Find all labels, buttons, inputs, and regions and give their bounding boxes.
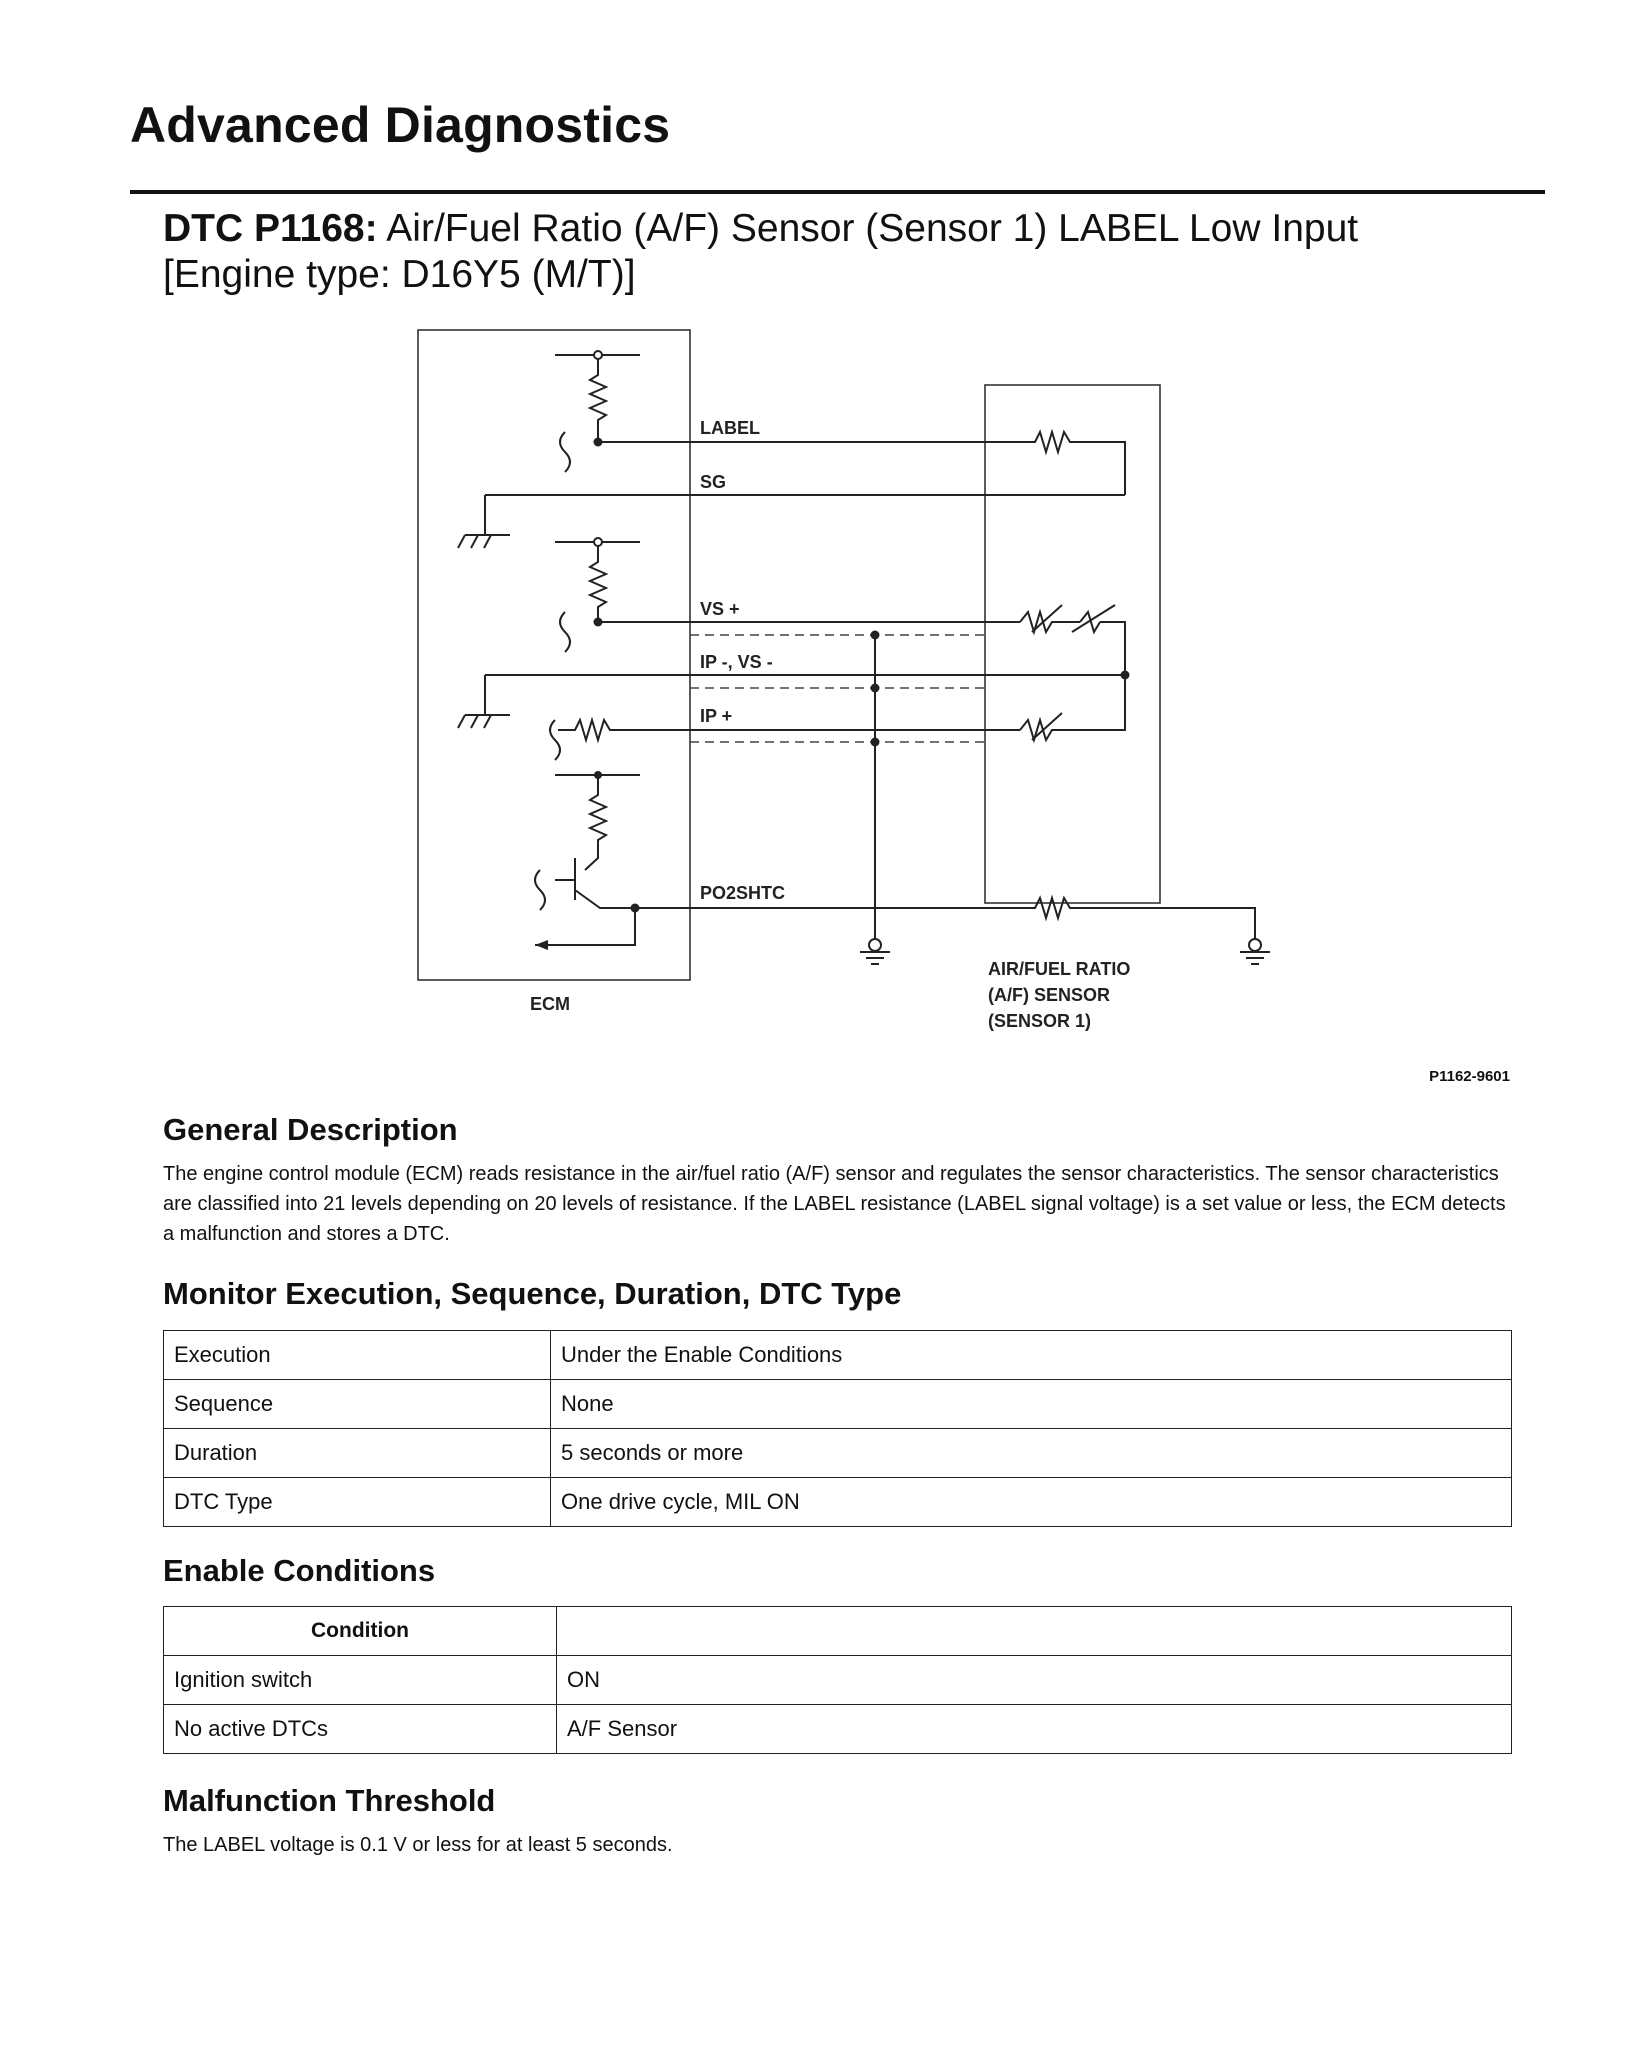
label-pullup-resistor [555, 351, 640, 472]
table-cell: A/F Sensor [557, 1705, 1512, 1754]
page-title: Advanced Diagnostics [130, 97, 671, 153]
dtc-code: DTC P1168: [163, 207, 378, 250]
table-row [164, 1380, 1512, 1429]
table-cell: ON [557, 1656, 1512, 1705]
heater-resistor [1025, 898, 1255, 945]
ecm-box [418, 330, 690, 980]
monitor-table [163, 1330, 1512, 1527]
wire-label-vs-plus: VS + [700, 599, 740, 619]
sensor-label-line3: (SENSOR 1) [988, 1011, 1092, 1031]
enable-conditions-table [163, 1606, 1512, 1754]
sensor-label-line2: (A/F) SENSOR [988, 985, 1111, 1005]
wire-label-ip-plus: IP + [700, 706, 733, 726]
heater-control-transistor [535, 771, 640, 950]
table-row [164, 1478, 1512, 1527]
vs-pullup-resistor [555, 538, 640, 652]
label-resistor [1025, 432, 1125, 495]
ground-symbol-3 [860, 939, 890, 964]
table-cell: 5 seconds or more [551, 1429, 1512, 1478]
ground-symbol-1 [458, 535, 510, 548]
malfunction-threshold-text: The LABEL voltage is 0.1 V or less for at least 5 seconds. [163, 1834, 673, 1856]
table-cell: One drive cycle, MIL ON [551, 1478, 1512, 1527]
af-sensor-box [985, 385, 1160, 903]
table-cell: Under the Enable Conditions [551, 1331, 1512, 1380]
table-cell: Duration [164, 1429, 551, 1478]
table-row [164, 1331, 1512, 1380]
sensor-label-line1: AIR/FUEL RATIO [988, 959, 1131, 979]
table-header-row [164, 1607, 1512, 1656]
figure-id: P1162-9601 [1429, 1068, 1510, 1085]
wire-label-label: LABEL [700, 418, 760, 438]
table-cell: Ignition switch [164, 1656, 557, 1705]
ground-symbol-2 [458, 715, 510, 728]
ecm-label: ECM [530, 994, 570, 1014]
malfunction-threshold-heading: Malfunction Threshold [163, 1783, 496, 1818]
table-row [164, 1656, 1512, 1705]
general-description-heading: General Description [163, 1112, 458, 1147]
ground-symbol-4 [1240, 939, 1270, 964]
table-cell: No active DTCs [164, 1705, 557, 1754]
table-header-cell: Condition [164, 1607, 557, 1656]
wire-label-ip-minus-vs-minus: IP -, VS - [700, 652, 773, 672]
wire-label-po2shtc: PO2SHTC [700, 883, 786, 903]
wire-label-sg: SG [700, 472, 727, 492]
table-cell: None [551, 1380, 1512, 1429]
table-cell: DTC Type [164, 1478, 551, 1527]
table-row [164, 1705, 1512, 1754]
dtc-engine-type: [Engine type: D16Y5 (M/T)] [163, 253, 636, 296]
table-cell: Sequence [164, 1380, 551, 1429]
table-cell: Execution [164, 1331, 551, 1380]
general-description-text: The engine control module (ECM) reads resistance in the air/fuel ratio (A/F) sensor and regulates the sensor characteristics. The sensor characteristics are classified into 21 levels depending on 20 levels of resistance. If the LABEL resistance (LABEL signal voltage) is a set value or less, the ECM detects a malfunction and stores a DTC. [163, 1163, 1506, 1245]
dtc-description: Air/Fuel Ratio (A/F) Sensor (Sensor 1) LABEL Low Input [386, 207, 1359, 250]
table-row [164, 1429, 1512, 1478]
table-header-cell [557, 1607, 1512, 1656]
enable-conditions-heading: Enable Conditions [163, 1553, 436, 1588]
monitor-heading: Monitor Execution, Sequence, Duration, DTC Type [163, 1276, 902, 1311]
